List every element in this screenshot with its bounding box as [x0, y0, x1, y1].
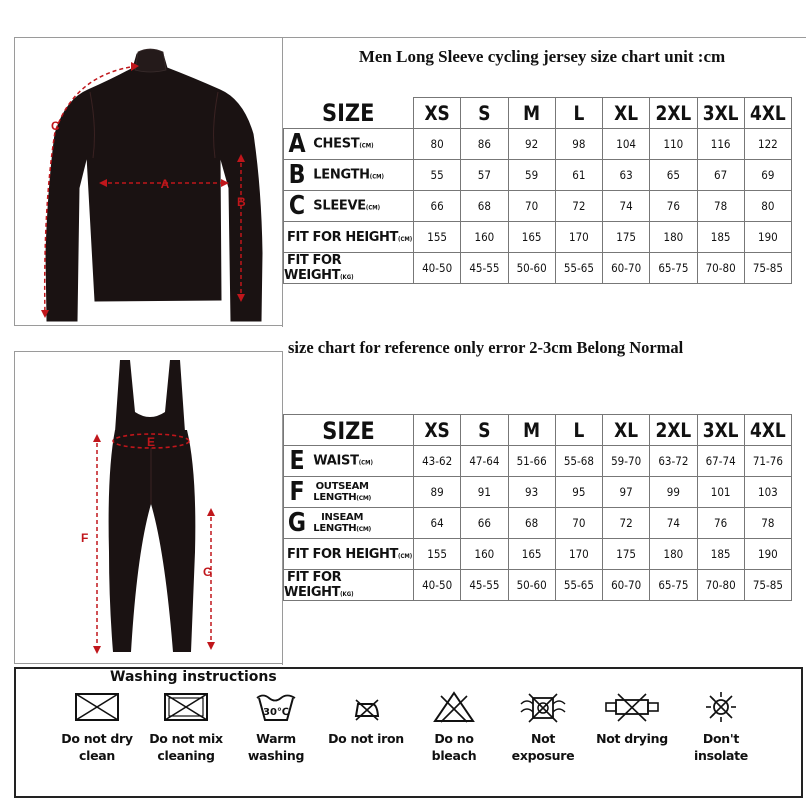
table-row	[284, 508, 792, 539]
cell: 160	[461, 222, 508, 253]
cell: 43-62	[414, 446, 461, 477]
cell: 180	[650, 539, 697, 570]
cell: 64	[414, 508, 461, 539]
cell: 55-65	[555, 253, 602, 284]
cell: 63	[603, 160, 650, 191]
wash-label-line1: Do not dry	[61, 731, 133, 746]
unit-label: (KG)	[340, 591, 354, 598]
label-e: E	[147, 435, 156, 449]
cell: 165	[508, 539, 555, 570]
wash-label-line1: Don't insolate	[694, 731, 748, 763]
size-header: SIZE	[321, 98, 375, 127]
jersey-illustration	[15, 38, 284, 327]
cell: 103	[744, 477, 791, 508]
cell: 59	[508, 160, 555, 191]
jersey-size-table	[283, 97, 792, 284]
wash-item-not-exposure	[502, 690, 584, 764]
cell: 63-72	[650, 446, 697, 477]
cell: 70	[508, 191, 555, 222]
wash-item-warm-washing	[235, 690, 317, 764]
cell: 75-85	[744, 570, 791, 601]
measure-letter-a: A	[288, 129, 306, 159]
unit-label: (KG)	[340, 274, 354, 281]
label-g: G	[203, 565, 213, 579]
cell: 67	[697, 160, 744, 191]
wash-item-not-drying	[591, 690, 673, 747]
cell: 101	[697, 477, 744, 508]
cell: 80	[744, 191, 791, 222]
cell: 68	[508, 508, 555, 539]
label-b: B	[237, 195, 246, 209]
cell: 175	[603, 222, 650, 253]
cell: 70	[555, 508, 602, 539]
measure-label: LENGTH	[313, 167, 370, 183]
unit-label: (CM)	[365, 204, 381, 212]
cell: 93	[508, 477, 555, 508]
cell: 55-65	[555, 570, 602, 601]
size-header-cell	[284, 412, 414, 448]
cell: 50-60	[508, 253, 555, 284]
size-s: S	[461, 412, 508, 448]
cell: 175	[603, 539, 650, 570]
wash-item-do-not-dry-clean	[56, 690, 138, 764]
cell: 170	[555, 539, 602, 570]
size-header: SIZE	[322, 416, 375, 444]
size-xl: XL	[603, 95, 650, 131]
jersey-header-row	[284, 98, 792, 129]
cell: 65-75	[650, 253, 697, 284]
cell: 69	[744, 160, 791, 191]
cell: 40-50	[414, 570, 461, 601]
row-label-fit-height	[284, 222, 414, 253]
wash-item-do-not-iron	[325, 690, 407, 747]
measure-label-line2: LENGTH	[313, 491, 357, 503]
cell: 66	[414, 191, 461, 222]
unit-label: (CM)	[369, 173, 385, 181]
warm-washing-icon	[253, 690, 299, 724]
cell: 110	[650, 129, 697, 160]
label-f: F	[81, 531, 89, 545]
cell: 55	[414, 160, 461, 191]
cell: 160	[461, 539, 508, 570]
row-label-length	[284, 160, 414, 191]
measure-letter-e: E	[289, 446, 305, 476]
jersey-chart-title: Men Long Sleeve cycling jersey size chart unit :cm	[358, 47, 726, 66]
measure-letter-g: G	[287, 508, 307, 538]
wash-label-line1: Do no bleach	[431, 731, 477, 763]
table-row	[284, 570, 792, 601]
cell: 68	[461, 191, 508, 222]
row-label-sleeve	[284, 191, 414, 222]
wash-label	[325, 730, 407, 747]
cell: 155	[414, 539, 461, 570]
measure-label-two-line	[313, 512, 371, 535]
table-row	[284, 160, 792, 191]
cell: 190	[744, 539, 791, 570]
row-label-inseam	[284, 508, 414, 539]
row-label-fit-weight	[284, 253, 414, 284]
measure-letter-f: F	[289, 477, 305, 507]
wash-label-line1: Not drying	[596, 731, 668, 746]
jersey-image-panel	[14, 37, 283, 326]
row-label-chest	[284, 129, 414, 160]
cell: 95	[555, 477, 602, 508]
measure-label: WAIST	[313, 453, 359, 469]
size-m: M	[508, 412, 555, 448]
reference-note: size chart for reference only error 2-3cm Belong Normal	[288, 338, 684, 357]
wash-item-dont-insolate	[680, 690, 762, 764]
pants-header-row	[284, 415, 792, 446]
wash-label	[56, 730, 138, 764]
wash-label	[680, 730, 762, 764]
measure-letter-c: C	[288, 191, 306, 221]
wash-label-line2: cleaning	[157, 748, 215, 763]
not-exposure-icon	[515, 690, 571, 724]
cell: 72	[603, 508, 650, 539]
cell: 67-74	[697, 446, 744, 477]
wash-label	[591, 730, 673, 747]
measure-label: FIT FOR WEIGHT	[284, 253, 342, 283]
bib-tights-illustration	[15, 352, 284, 665]
do-not-bleach-icon	[431, 690, 477, 724]
cell: 50-60	[508, 570, 555, 601]
do-not-mix-cleaning-icon	[163, 690, 209, 724]
cell: 71-76	[744, 446, 791, 477]
size-4xl: 4XL	[744, 412, 791, 448]
wash-label-line1: Do not mix	[149, 731, 223, 746]
cell: 89	[414, 477, 461, 508]
washing-title: Washing instructions	[110, 669, 277, 685]
wash-item-do-not-mix-cleaning	[145, 690, 227, 764]
measure-label: OUTSEAM	[315, 480, 369, 492]
row-label-waist	[284, 446, 414, 477]
cell: 104	[603, 129, 650, 160]
measure-label: FIT FOR HEIGHT	[287, 229, 398, 245]
cell: 170	[555, 222, 602, 253]
wash-label-line1: Do not iron	[328, 731, 404, 746]
size-xl: XL	[603, 412, 650, 448]
size-xs: XS	[414, 95, 461, 131]
cell: 74	[650, 508, 697, 539]
cell: 185	[697, 539, 744, 570]
not-drying-icon	[602, 690, 662, 724]
measure-label: FIT FOR WEIGHT	[284, 570, 342, 600]
unit-label: (CM)	[398, 552, 413, 560]
measure-label-two-line	[313, 481, 371, 504]
size-3xl: 3XL	[697, 95, 744, 131]
dont-insolate-icon	[698, 690, 744, 724]
cell: 155	[414, 222, 461, 253]
size-xs: XS	[414, 412, 461, 448]
cell: 190	[744, 222, 791, 253]
size-2xl: 2XL	[650, 95, 697, 131]
unit-label: (CM)	[398, 235, 413, 243]
cell: 47-64	[461, 446, 508, 477]
cell: 65-75	[650, 570, 697, 601]
temperature-badge: 30℃	[262, 707, 290, 718]
measure-label: CHEST	[313, 136, 360, 152]
cell: 76	[650, 191, 697, 222]
size-2xl: 2XL	[650, 412, 697, 448]
cell: 91	[461, 477, 508, 508]
table-row	[284, 222, 792, 253]
wash-label	[502, 730, 584, 764]
cell: 180	[650, 222, 697, 253]
table-row	[284, 129, 792, 160]
size-l: L	[555, 412, 602, 448]
title-rule-top	[282, 37, 806, 38]
measure-label: INSEAM	[321, 511, 364, 523]
wash-label-line2: clean	[78, 748, 115, 763]
cell: 92	[508, 129, 555, 160]
cell: 165	[508, 222, 555, 253]
cell: 116	[697, 129, 744, 160]
table-row	[284, 539, 792, 570]
wash-item-do-not-bleach	[413, 690, 495, 764]
cell: 55-68	[555, 446, 602, 477]
size-4xl: 4XL	[744, 95, 791, 131]
cell: 75-85	[744, 253, 791, 284]
table-row	[284, 446, 792, 477]
wash-label-line2: washing	[247, 748, 305, 763]
wash-label	[413, 730, 495, 764]
label-a: A	[160, 177, 170, 191]
cell: 65	[650, 160, 697, 191]
cell: 45-55	[461, 253, 508, 284]
row-label-outseam	[284, 477, 414, 508]
size-l: L	[555, 95, 602, 131]
wash-label-line1: Warm	[256, 731, 296, 746]
cell: 86	[461, 129, 508, 160]
cell: 60-70	[603, 570, 650, 601]
cell: 97	[603, 477, 650, 508]
unit-label: (CM)	[356, 525, 371, 533]
cell: 98	[555, 129, 602, 160]
cell: 80	[414, 129, 461, 160]
table-row	[284, 477, 792, 508]
cell: 60-70	[603, 253, 650, 284]
row-label-fit-weight	[284, 570, 414, 601]
cell: 66	[461, 508, 508, 539]
size-header-cell	[284, 95, 414, 131]
cell: 78	[744, 508, 791, 539]
do-not-iron-icon	[343, 690, 389, 724]
label-c: C	[51, 119, 60, 133]
measure-label: SLEEVE	[313, 198, 366, 214]
cell: 40-50	[414, 253, 461, 284]
do-not-dry-clean-icon	[74, 690, 120, 724]
cell: 59-70	[603, 446, 650, 477]
pants-size-table	[283, 414, 792, 601]
cell: 122	[744, 129, 791, 160]
unit-label: (CM)	[358, 459, 373, 467]
pants-image-panel	[14, 351, 283, 664]
cell: 74	[603, 191, 650, 222]
cell: 185	[697, 222, 744, 253]
cell: 51-66	[508, 446, 555, 477]
cell: 70-80	[697, 253, 744, 284]
table-row	[284, 191, 792, 222]
cell: 61	[555, 160, 602, 191]
wash-label	[235, 730, 317, 764]
unit-label: (CM)	[359, 142, 374, 150]
cell: 45-55	[461, 570, 508, 601]
cell: 70-80	[697, 570, 744, 601]
cell: 78	[697, 191, 744, 222]
cell: 76	[697, 508, 744, 539]
measure-label: FIT FOR HEIGHT	[287, 546, 398, 562]
size-3xl: 3XL	[697, 412, 744, 448]
measure-letter-b: B	[288, 160, 306, 190]
row-label-fit-height	[284, 539, 414, 570]
measure-label-line2: LENGTH	[313, 522, 357, 534]
cell: 72	[555, 191, 602, 222]
size-m: M	[508, 95, 555, 131]
cell: 57	[461, 160, 508, 191]
size-s: S	[461, 95, 508, 131]
table-row	[284, 253, 792, 284]
wash-label-line1: Not exposure	[511, 731, 575, 763]
unit-label: (CM)	[356, 494, 371, 502]
cell: 99	[650, 477, 697, 508]
wash-label	[145, 730, 227, 764]
